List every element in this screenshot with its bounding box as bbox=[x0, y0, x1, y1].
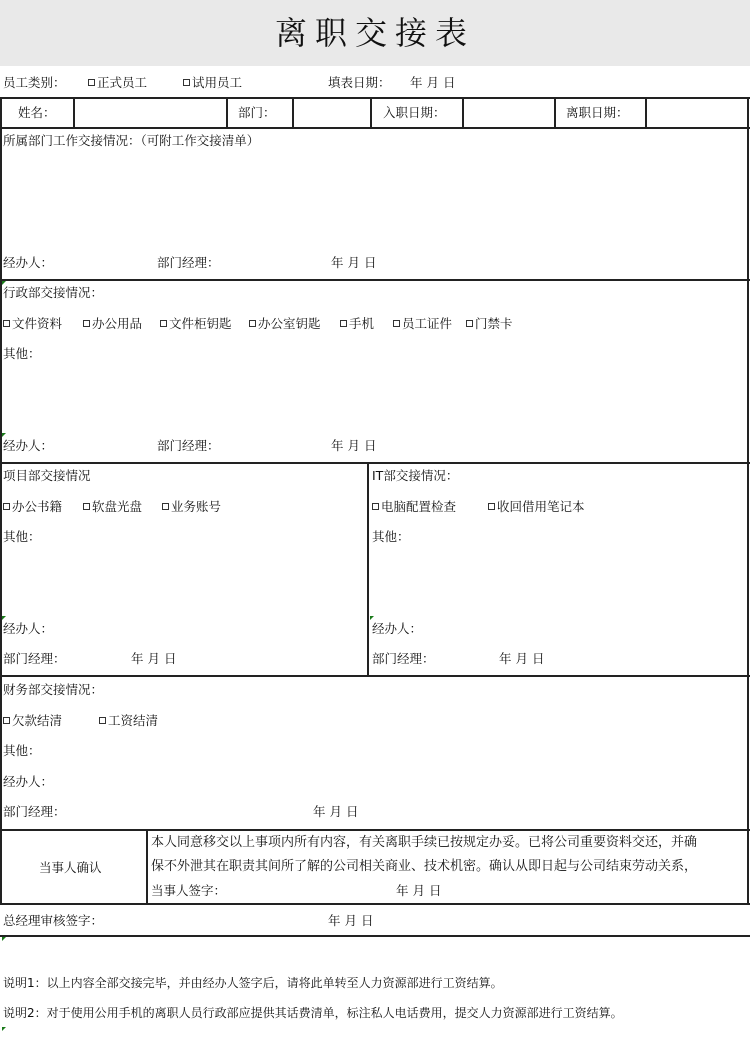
rule bbox=[146, 829, 148, 904]
admin-date: 年 月 日 bbox=[331, 438, 377, 453]
party-sign-label: 当事人签字： bbox=[151, 883, 227, 898]
cell-marker bbox=[2, 1027, 6, 1031]
checkbox-icon[interactable] bbox=[183, 79, 190, 86]
project-item-disks[interactable]: 软盘光盘 bbox=[83, 499, 142, 515]
leave-date-label: 离职日期： bbox=[566, 105, 629, 120]
cell-marker bbox=[2, 616, 6, 620]
rule bbox=[226, 97, 228, 128]
party-statement-line-1: 本人同意移交以上事项内所有内容，有关离职手续已按规定办妥。已将公司重要资料交还，并确 bbox=[151, 835, 698, 850]
admin-handler-label: 经办人： bbox=[3, 438, 54, 453]
finance-manager-label: 部门经理： bbox=[3, 804, 66, 819]
finance-other-field[interactable] bbox=[45, 741, 743, 765]
fill-date-label: 填表日期： bbox=[328, 75, 391, 90]
admin-item-access-card[interactable]: 门禁卡 bbox=[466, 316, 513, 332]
checkbox-icon[interactable] bbox=[88, 79, 95, 86]
project-other-field[interactable] bbox=[45, 527, 363, 612]
project-manager-label: 部门经理： bbox=[3, 651, 66, 666]
employee-type-label: 员工类别： bbox=[3, 75, 66, 90]
admin-item-files[interactable]: 文件资料 bbox=[3, 316, 62, 332]
cell-marker bbox=[2, 433, 6, 437]
gm-sign-label: 总经理审核签字： bbox=[3, 913, 104, 928]
admin-item-cabinet-key[interactable]: 文件柜钥匙 bbox=[160, 316, 232, 332]
rule bbox=[0, 97, 2, 128]
project-other-label: 其他： bbox=[3, 529, 41, 544]
dept-section-notes[interactable] bbox=[3, 152, 743, 247]
checkbox-icon[interactable] bbox=[3, 320, 10, 327]
checkbox-icon[interactable] bbox=[466, 320, 473, 327]
project-handler-label: 经办人： bbox=[3, 621, 54, 636]
it-section-heading: IT部交接情况： bbox=[372, 468, 459, 483]
name-field[interactable] bbox=[75, 99, 225, 126]
finance-item-salary[interactable]: 工资结清 bbox=[99, 713, 158, 729]
checkbox-icon[interactable] bbox=[162, 503, 169, 510]
checkbox-icon[interactable] bbox=[393, 320, 400, 327]
project-date: 年 月 日 bbox=[131, 651, 177, 666]
checkbox-icon[interactable] bbox=[340, 320, 347, 327]
it-other-field[interactable] bbox=[414, 527, 744, 612]
admin-section-heading: 行政部交接情况： bbox=[3, 285, 104, 300]
admin-item-office-key[interactable]: 办公室钥匙 bbox=[249, 316, 321, 332]
finance-date: 年 月 日 bbox=[313, 804, 359, 819]
cell-marker bbox=[370, 616, 374, 620]
party-date: 年 月 日 bbox=[396, 883, 442, 898]
join-date-label: 入职日期： bbox=[383, 105, 446, 120]
form-title: 离职交接表 bbox=[274, 14, 475, 52]
cell-marker bbox=[2, 937, 6, 941]
checkbox-icon[interactable] bbox=[83, 320, 90, 327]
checkbox-icon[interactable] bbox=[160, 320, 167, 327]
rule bbox=[367, 462, 369, 676]
dept-manager-label: 部门经理： bbox=[157, 255, 220, 270]
rule bbox=[0, 675, 750, 677]
project-item-books[interactable]: 办公书籍 bbox=[3, 499, 62, 515]
name-label: 姓名： bbox=[18, 105, 56, 120]
rule bbox=[0, 127, 750, 129]
party-statement-line-2: 保不外泄其在职责其间所了解的公司相关商业、技术机密。确认从即日起与公司结束劳动关系， bbox=[151, 859, 698, 874]
finance-section-heading: 财务部交接情况： bbox=[3, 682, 104, 697]
rule bbox=[0, 127, 2, 903]
finance-other-label: 其他： bbox=[3, 743, 41, 758]
checkbox-icon[interactable] bbox=[3, 503, 10, 510]
dept-date: 年 月 日 bbox=[331, 255, 377, 270]
dept-handler-label: 经办人： bbox=[3, 255, 54, 270]
finance-handler-label: 经办人： bbox=[3, 774, 54, 789]
checkbox-icon[interactable] bbox=[3, 717, 10, 724]
gm-signature-field[interactable] bbox=[112, 907, 312, 933]
party-confirm-label: 当事人确认 bbox=[39, 860, 102, 875]
note-1: 说明1：以上内容全部交接完毕，并由经办人签字后，请将此单转至人力资源部进行工资结算。 bbox=[3, 976, 503, 990]
it-date: 年 月 日 bbox=[499, 651, 545, 666]
checkbox-icon[interactable] bbox=[249, 320, 256, 327]
admin-item-employee-id[interactable]: 员工证件 bbox=[393, 316, 452, 332]
fill-date-ymd: 年 月 日 bbox=[410, 75, 456, 90]
project-item-accounts[interactable]: 业务账号 bbox=[162, 499, 221, 515]
party-signature-field[interactable] bbox=[235, 880, 385, 900]
finance-item-debt[interactable]: 欠款结清 bbox=[3, 713, 62, 729]
rule bbox=[747, 97, 749, 128]
it-item-laptop-return[interactable]: 收回借用笔记本 bbox=[488, 499, 585, 515]
dept-field[interactable] bbox=[294, 99, 369, 126]
checkbox-icon[interactable] bbox=[372, 503, 379, 510]
option-trial[interactable]: 试用员工 bbox=[183, 75, 242, 91]
admin-other-label: 其他： bbox=[3, 346, 41, 361]
rule bbox=[370, 97, 372, 128]
note-2: 说明2：对于使用公用手机的离职人员行政部应提供其话费清单，标注私人电话费用，提交人力资源部进行工资结算。 bbox=[3, 1006, 623, 1020]
project-section-heading: 项目部交接情况 bbox=[3, 468, 91, 483]
option-regular[interactable]: 正式员工 bbox=[88, 75, 147, 91]
dept-label: 部门： bbox=[238, 105, 276, 120]
rule bbox=[747, 127, 749, 903]
admin-item-office-supplies[interactable]: 办公用品 bbox=[83, 316, 142, 332]
rule bbox=[0, 903, 750, 905]
checkbox-icon[interactable] bbox=[99, 717, 106, 724]
it-manager-label: 部门经理： bbox=[372, 651, 435, 666]
rule bbox=[554, 97, 556, 128]
it-handler-label: 经办人： bbox=[372, 621, 423, 636]
checkbox-icon[interactable] bbox=[83, 503, 90, 510]
checkbox-icon[interactable] bbox=[488, 503, 495, 510]
admin-other-field[interactable] bbox=[45, 344, 743, 429]
admin-item-phone[interactable]: 手机 bbox=[340, 316, 374, 332]
admin-manager-label: 部门经理： bbox=[157, 438, 220, 453]
it-other-label: 其他： bbox=[372, 529, 410, 544]
leave-date-field[interactable] bbox=[647, 99, 746, 126]
dept-section-heading: 所属部门工作交接情况：（可附工作交接清单） bbox=[3, 133, 260, 148]
rule bbox=[0, 462, 750, 464]
join-date-field[interactable] bbox=[464, 99, 553, 126]
gm-date: 年 月 日 bbox=[328, 913, 374, 928]
rule bbox=[0, 935, 750, 937]
rule bbox=[0, 279, 750, 281]
it-item-pc-check[interactable]: 电脑配置检查 bbox=[372, 499, 456, 515]
